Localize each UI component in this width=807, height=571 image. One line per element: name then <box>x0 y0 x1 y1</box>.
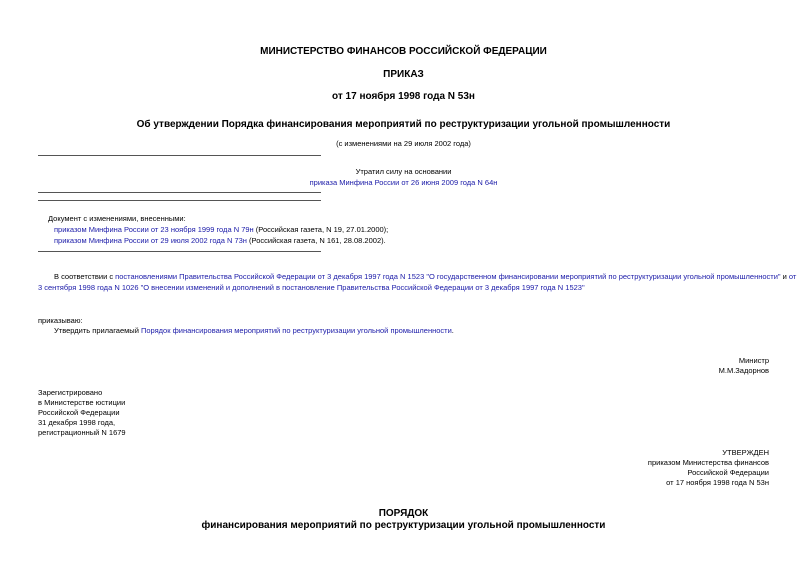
registration-block: Зарегистрировано в Министерстве юстиции Российской Федерации 31 декабря 1998 года, регистрационный N 1679 <box>38 388 126 437</box>
signature-name: М.М.Задорнов <box>718 366 769 375</box>
resolution-link-1026-cont[interactable]: 3 сентября 1998 года N 1026 "О внесении изменений и дополнений в постановление Правительства Российской Федерации от 3 декабря 1997 года N 1523" <box>38 283 585 292</box>
resolution-link-1026[interactable]: от <box>788 272 797 281</box>
divider <box>38 200 321 201</box>
doc-type: ПРИКАЗ <box>383 69 424 80</box>
amendment-item: приказом Минфина России от 23 ноября 1999 года N 79н (Российская газета, N 19, 27.01.2000); <box>54 225 389 234</box>
doc-date-number: от 17 ноября 1998 года N 53н <box>332 91 475 102</box>
repeal-link[interactable]: приказа Минфина России от 26 июня 2009 года N 64н <box>309 178 498 187</box>
amended-note: (с изменениями на 29 июля 2002 года) <box>336 139 471 148</box>
ministry-heading: МИНИСТЕРСТВО ФИНАНСОВ РОССИЙСКОЙ ФЕДЕРАЦИИ <box>260 46 547 57</box>
order-word: приказываю: <box>38 316 83 325</box>
divider <box>38 251 321 252</box>
repeal-notice <box>0 178 807 188</box>
approved-block: УТВЕРЖДЕН приказом Министерства финансов Российской Федерации от 17 ноября 1998 года N 53н <box>647 448 769 487</box>
resolution-link-1523[interactable]: постановлениями Правительства Российской Федерации от 3 декабря 1997 года N 1523 "О государственном финансировании мероприятий по реструктуризации угольной промышленности" <box>115 272 781 281</box>
amendments-intro: Документ с изменениями, внесенными: <box>48 214 186 223</box>
signature-position: Министр <box>738 356 769 365</box>
divider <box>38 192 321 193</box>
annex-title: ПОРЯДОК <box>378 508 429 519</box>
repeal-text: Утратил силу на основании <box>355 167 452 176</box>
doc-title: Об утверждении Порядка финансирования мероприятий по реструктуризации угольной промышленности <box>136 119 671 130</box>
divider <box>38 155 321 156</box>
amendment-item: приказом Минфина России от 29 июля 2002 года N 73н (Российская газета, N 161, 28.08.2002). <box>54 236 386 245</box>
amendment-link[interactable]: приказом Минфина России от 29 июля 2002 года N 73н <box>54 236 247 245</box>
amendment-link[interactable]: приказом Минфина России от 23 ноября 1999 года N 79н <box>54 225 254 234</box>
approve-paragraph: Утвердить прилагаемый Порядок финансирования мероприятий по реструктуризации угольной промышленности. <box>54 326 454 335</box>
preamble-paragraph: В соответствии с постановлениями Правительства Российской Федерации от 3 декабря 1997 года N 1523 "О государственном финансировании мероприятий по реструктуризации угольной промышленности" и от <box>54 272 797 281</box>
procedure-link[interactable]: Порядок финансирования мероприятий по реструктуризации угольной промышленности <box>140 326 452 335</box>
preamble-paragraph-cont <box>38 283 798 293</box>
annex-subtitle: финансирования мероприятий по реструктуризации угольной промышленности <box>201 520 606 531</box>
